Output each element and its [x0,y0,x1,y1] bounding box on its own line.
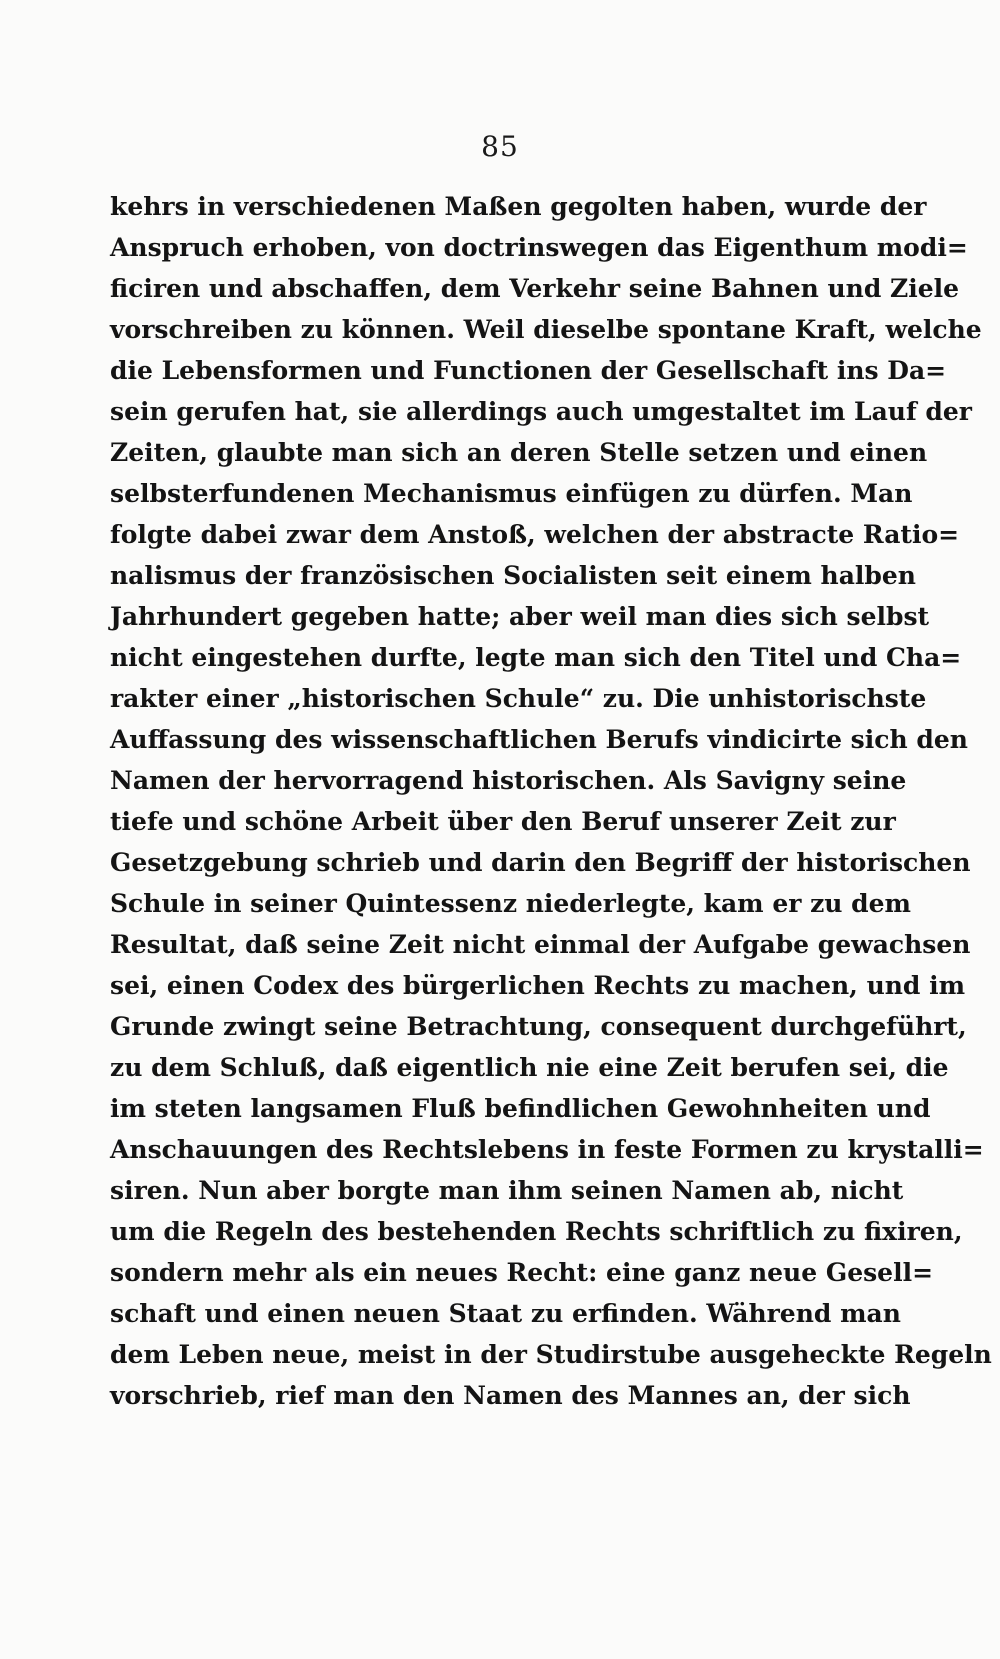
text-line: zu dem Schluß, daß eigentlich nie eine Zeit berufen sei, die [110,1053,949,1082]
text-line: dem Leben neue, meist in der Studirstube ausgeheckte Regeln [110,1340,992,1369]
text-line: Resultat, daß seine Zeit nicht einmal der Aufgabe gewachsen [110,930,971,959]
text-line: im steten langsamen Fluß befindlichen Gewohnheiten und [110,1094,931,1123]
text-line: tiefe und schöne Arbeit über den Beruf unserer Zeit zur [110,807,896,836]
text-line: ficiren und abschaffen, dem Verkehr seine Bahnen und Ziele [110,274,960,303]
page-number: 85 [481,130,519,163]
text-line: Zeiten, glaubte man sich an deren Stelle setzen und einen [110,438,928,467]
text-line: nicht eingestehen durfte, legte man sich den Titel und Cha= [110,643,962,672]
text-line: Grunde zwingt seine Betrachtung, consequent durchgeführt, [110,1012,967,1041]
text-line: vorschrieb, rief man den Namen des Mannes an, der sich [110,1381,911,1410]
text-line: selbsterfundenen Mechanismus einfügen zu dürfen. Man [110,479,913,508]
text-line: Anspruch erhoben, von doctrinswegen das Eigenthum modi= [110,233,968,262]
text-line: sei, einen Codex des bürgerlichen Rechts zu machen, und im [110,971,966,1000]
text-line: sondern mehr als ein neues Recht: eine ganz neue Gesell= [110,1258,934,1287]
text-line: kehrs in verschiedenen Maßen gegolten haben, wurde der [110,192,927,221]
text-line: um die Regeln des bestehenden Rechts schriftlich zu fixiren, [110,1217,963,1246]
text-line: rakter einer „historischen Schule“ zu. Die unhistorischste [110,684,927,713]
text-line: siren. Nun aber borgte man ihm seinen Namen ab, nicht [110,1176,904,1205]
text-line: Jahrhundert gegeben hatte; aber weil man dies sich selbst [110,602,930,631]
text-line: Anschauungen des Rechtslebens in feste Formen zu krystalli= [110,1135,984,1164]
text-line: schaft und einen neuen Staat zu erfinden. Während man [110,1299,901,1328]
text-line: sein gerufen hat, sie allerdings auch umgestaltet im Lauf der [110,397,972,426]
text-line: die Lebensformen und Functionen der Gesellschaft ins Da= [110,356,947,385]
text-line: folgte dabei zwar dem Anstoß, welchen der abstracte Ratio= [110,520,960,549]
body-text [110,186,992,1416]
text-line: vorschreiben zu können. Weil dieselbe spontane Kraft, welche [110,315,982,344]
text-line: Schule in seiner Quintessenz niederlegte, kam er zu dem [110,889,912,918]
text-line: Namen der hervorragend historischen. Als Savigny seine [110,766,907,795]
text-line: Gesetzgebung schrieb und darin den Begriff der historischen [110,848,971,877]
text-line: nalismus der französischen Socialisten seit einem halben [110,561,916,590]
text-line: Auffassung des wissenschaftlichen Berufs vindicirte sich den [110,725,968,754]
